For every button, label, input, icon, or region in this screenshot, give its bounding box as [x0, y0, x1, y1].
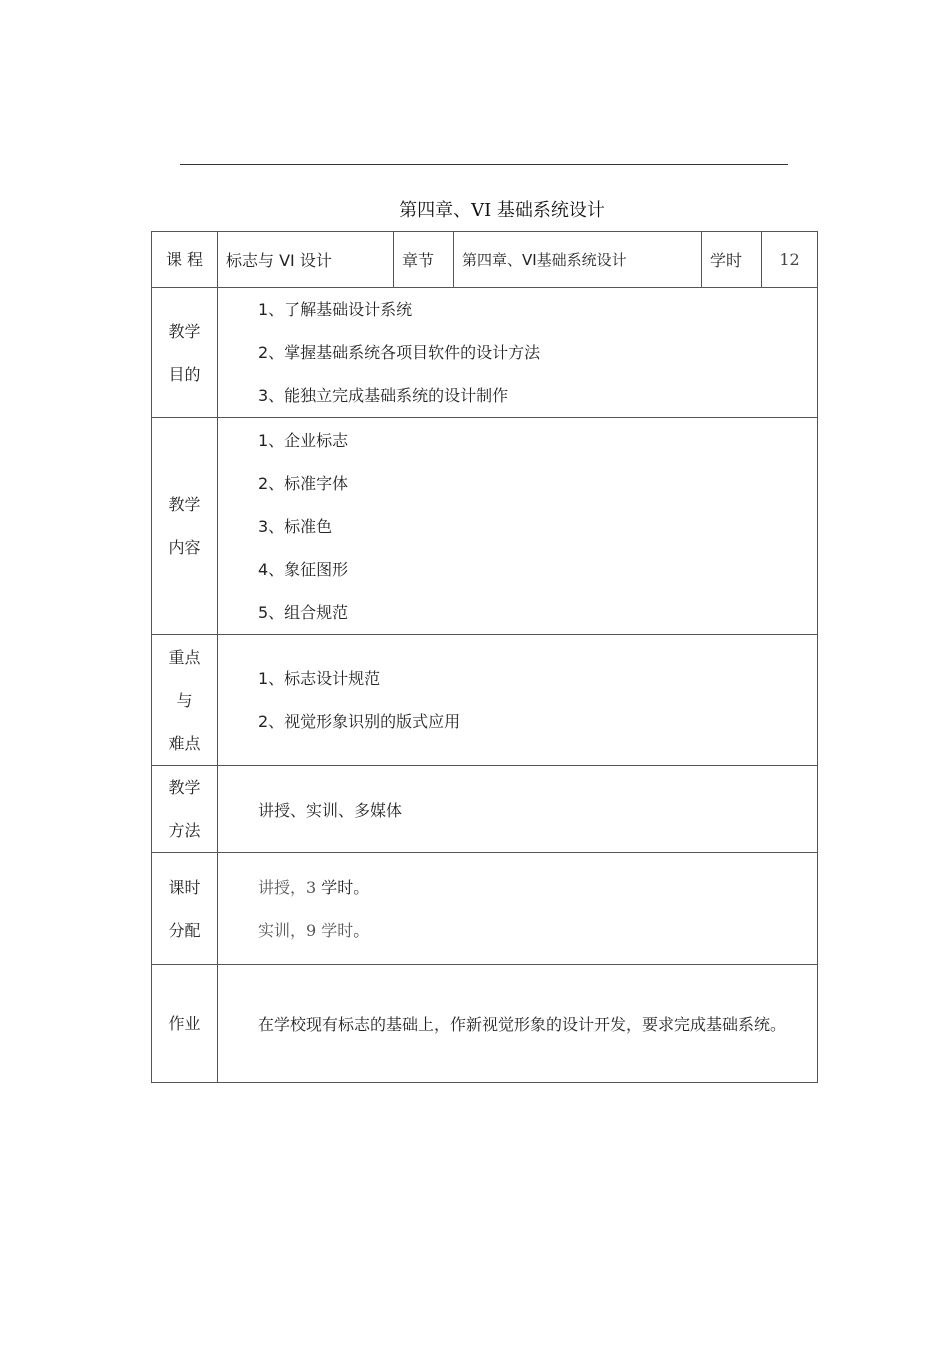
list-item: 2、视觉形象识别的版式应用 — [258, 712, 461, 731]
hours-allocation-list — [218, 853, 818, 965]
course-value: 标志与 VI 设计 — [218, 232, 394, 288]
list-item — [258, 909, 817, 952]
homework-label: 作业 — [152, 965, 218, 1083]
list-item: 2、标准字体 — [258, 473, 349, 493]
list-item: 5、组合规范 — [258, 602, 349, 622]
hours-value: 12 — [762, 232, 818, 288]
objectives-label-line: 教学 — [168, 321, 201, 341]
objectives-row — [152, 288, 818, 418]
chapter-value: 第四章、VI基础系统设计 — [454, 232, 702, 288]
content-label-line: 教学 — [168, 495, 201, 514]
list-item: 3、标准色 — [258, 516, 333, 536]
key-points-list — [218, 635, 818, 766]
list-item — [258, 866, 817, 909]
methods-label-line: 方法 — [168, 821, 201, 840]
homework-row — [152, 965, 818, 1083]
content-row — [152, 418, 818, 635]
allocation-lead: 讲授，3 — [258, 877, 317, 897]
header-row — [152, 232, 818, 288]
content-label — [152, 418, 218, 635]
key-points-label — [152, 635, 218, 766]
list-item: 2、掌握基础系统各项目软件的设计方法 — [258, 343, 541, 362]
methods-label-line: 教学 — [168, 778, 201, 797]
page-title: 第四章、VI 基础系统设计 — [399, 200, 605, 221]
allocation-tail: 。 — [353, 920, 370, 940]
hours-allocation-label — [152, 853, 218, 965]
course-label: 课 程 — [152, 232, 218, 288]
header-rule — [180, 164, 788, 165]
hours-allocation-label-line: 分配 — [168, 920, 201, 940]
methods-text: 讲授、实训、多媒体 — [218, 766, 818, 853]
hours-allocation-label-line: 课时 — [168, 877, 201, 897]
content-list — [218, 418, 818, 635]
objectives-list — [218, 288, 818, 418]
key-points-label-line: 重点 — [168, 647, 201, 667]
list-item: 3、能独立完成基础系统的设计制作 — [258, 386, 509, 405]
lesson-plan-table — [151, 231, 818, 1083]
list-item: 1、了解基础设计系统 — [258, 300, 413, 319]
methods-row — [152, 766, 818, 853]
list-item: 4、象征图形 — [258, 559, 349, 579]
chapter-label: 章节 — [394, 232, 454, 288]
list-item: 1、标志设计规范 — [258, 669, 381, 688]
hours-allocation-row — [152, 853, 818, 965]
key-points-label-line: 与 — [176, 690, 193, 710]
allocation-lead: 实训，9 学时 — [258, 920, 354, 940]
key-points-row — [152, 635, 818, 766]
objectives-label — [152, 288, 218, 418]
methods-label — [152, 766, 218, 853]
list-item: 1、企业标志 — [258, 430, 349, 450]
key-points-label-line: 难点 — [168, 733, 201, 753]
objectives-label-line: 目的 — [168, 364, 201, 384]
allocation-tail: 学时。 — [316, 877, 370, 897]
homework-text: 在学校现有标志的基础上，作新视觉形象的设计开发，要求完成基础系统。 — [218, 965, 818, 1083]
content-label-line: 内容 — [168, 538, 201, 557]
hours-label: 学时 — [702, 232, 762, 288]
